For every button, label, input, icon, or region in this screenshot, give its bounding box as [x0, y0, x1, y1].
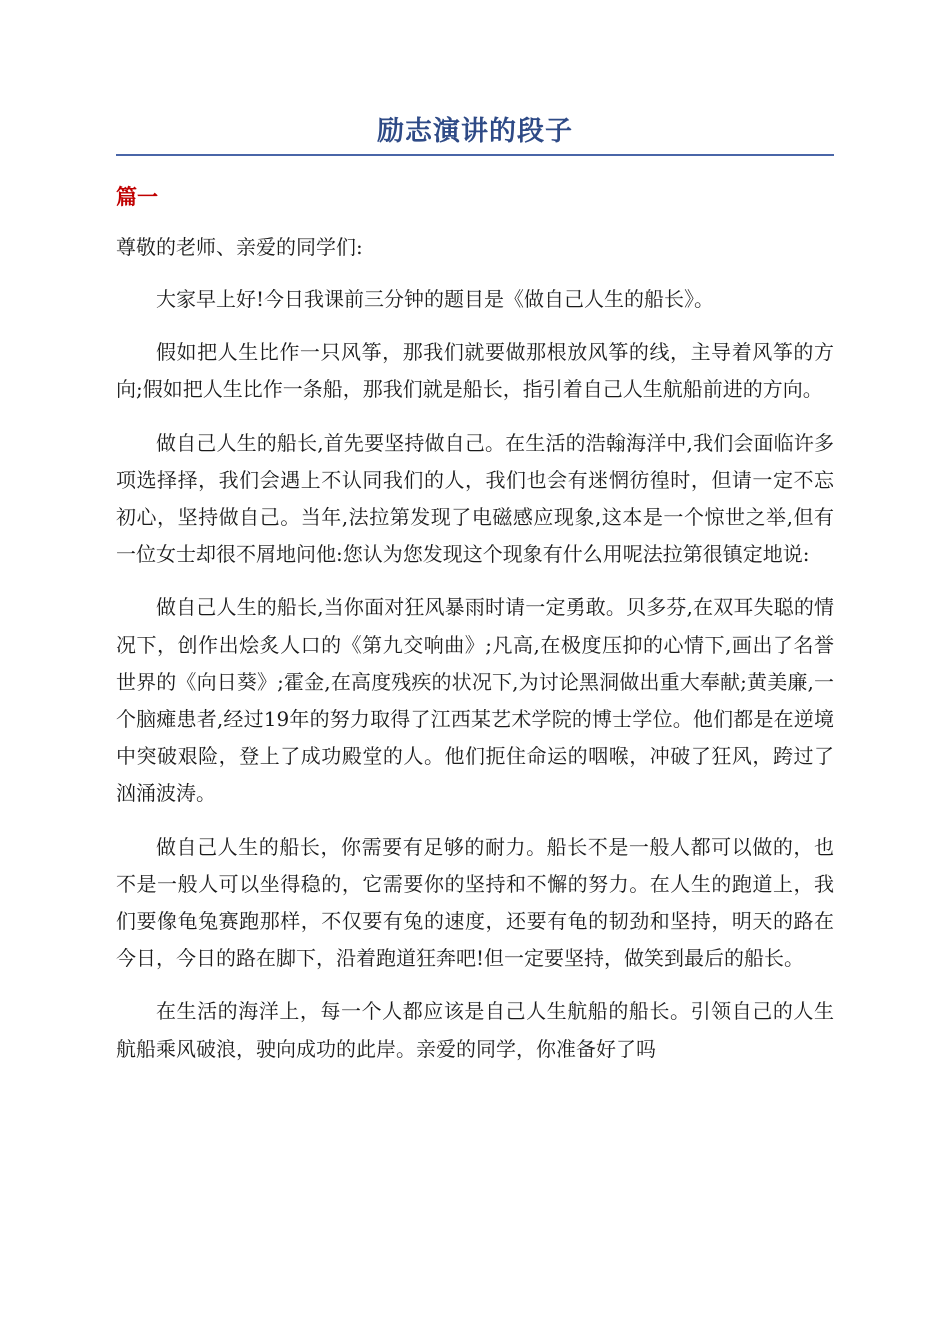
paragraph: 做自己人生的船长,首先要坚持做自己。在生活的浩翰海洋中,我们会面临许多项选择择，我们会遇上不认同我们的人，我们也会有迷惘彷徨时，但请一定不忘初心，坚持做自己。当年,法拉第发现了电磁感应现象,这本是一个惊世之举,但有一位女士却很不屑地问他:您认为您发现这个现象有什么用呢法拉第很镇定地说:	[116, 430, 834, 567]
greeting: 尊敬的老师、亲爱的同学们:	[116, 235, 363, 259]
paragraph: 做自己人生的船长，你需要有足够的耐力。船长不是一般人都可以做的，也不是一般人可以坐得稳的，它需要你的坚持和不懈的努力。在人生的跑道上，我们要像龟兔赛跑那样，不仅要有兔的速度，还要有龟的韧劲和坚持，明天的路在今日，今日的路在脚下，沿着跑道狂奔吧!但一定要坚持，做笑到最后的船长。	[116, 834, 834, 971]
document-page	[116, 112, 834, 1068]
document-title: 励志演讲的段子	[377, 116, 573, 147]
paragraph: 做自己人生的船长,当你面对狂风暴雨时请一定勇敢。贝多芬,在双耳失聪的情况下，创作出烩炙人口的《第九交响曲》;凡高,在极度压抑的心情下,画出了名誉世界的《向日葵》;霍金,在高度残疾的状况下,为讨论黑洞做出重大奉献;黄美廉,一个脑瘫患者,经过19年的努力取得了江西某艺术学院的博士学位。他们都是在逆境中突破艰险，登上了成功殿堂的人。他们扼住命运的咽喉，冲破了狂风，跨过了汹涌波涛。	[116, 595, 834, 806]
paragraph: 大家早上好!今日我课前三分钟的题目是《做自己人生的船长》。	[156, 287, 715, 311]
title-underline	[116, 154, 834, 156]
paragraph: 假如把人生比作一只风筝，那我们就要做那根放风筝的线，主导着风筝的方向;假如把人生比作一条船，那我们就是船长，指引着自己人生航船前进的方向。	[116, 340, 834, 402]
section-heading: 篇一	[116, 184, 158, 209]
paragraph: 在生活的海洋上，每一个人都应该是自己人生航船的船长。引领自己的人生航船乘风破浪，驶向成功的此岸。亲爱的同学，你准备好了吗	[116, 999, 834, 1061]
